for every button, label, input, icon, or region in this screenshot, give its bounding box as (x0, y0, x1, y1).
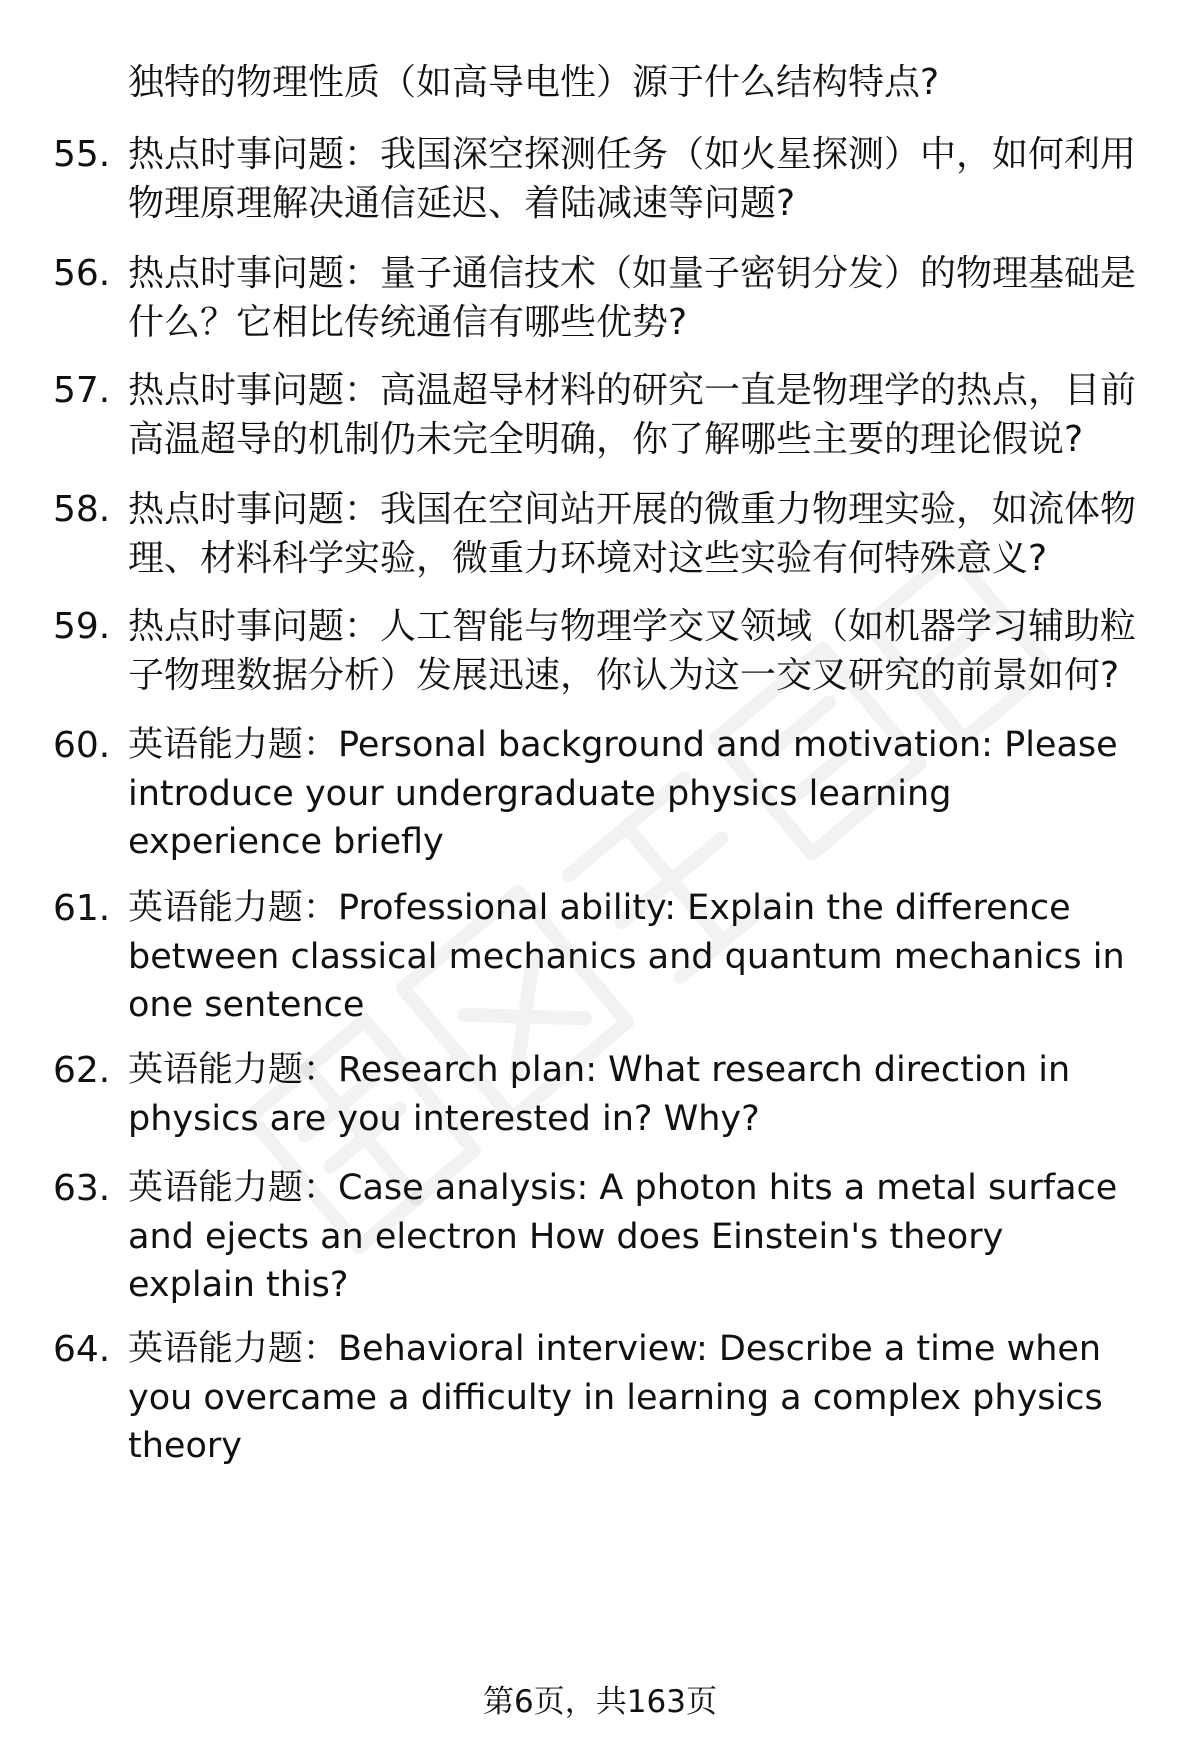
question-text: 英语能力题：Behavioral interview: Describe a time when you overcame a difficulty in learning a complex physics theory (128, 1329, 1103, 1466)
question-text: 热点时事问题：我国深空探测任务（如火星探测）中，如何利用物理原理解决通信延迟、着陆减速等问题? (128, 134, 1137, 224)
question-text: 热点时事问题：高温超导材料的研究一直是物理学的热点，目前高温超导的机制仍未完全明确，你了解哪些主要的理论假说? (128, 370, 1137, 460)
question-number: 59. (53, 606, 111, 647)
question-number: 64. (53, 1329, 111, 1370)
question-number: 63. (53, 1168, 111, 1209)
question-number: 55. (53, 134, 111, 175)
question-text: 英语能力题：Case analysis: A photon hits a metal surface and ejects an electron How does Einstein's theory explain this? (128, 1168, 1118, 1305)
question-number: 60. (53, 725, 111, 766)
question-number: 58. (53, 489, 111, 530)
question-text: 英语能力题：Professional ability: Explain the difference between classical mechanics and quantum mechanics in one sentence (128, 888, 1125, 1025)
question-text: 热点时事问题：人工智能与物理学交叉领域（如机器学习辅助粒子物理数据分析）发展迅速，你认为这一交叉研究的前景如何? (128, 606, 1137, 696)
question-number: 57. (53, 370, 111, 411)
question-number: 61. (53, 888, 111, 929)
question-text: 热点时事问题：量子通信技术（如量子密钥分发）的物理基础是什么？它相比传统通信有哪些优势? (128, 253, 1137, 343)
page-footer: 第6页，共163页 (483, 1684, 717, 1720)
question-text: 英语能力题：Research plan: What research direction in physics are you interested in? Why? (128, 1050, 1071, 1139)
question-number: 62. (53, 1050, 111, 1091)
question-number: 56. (53, 253, 111, 294)
question-text: 热点时事问题：我国在空间站开展的微重力物理实验，如流体物理、材料科学实验，微重力环境对这些实验有何特殊意义? (128, 489, 1137, 579)
question-text: 英语能力题：Personal background and motivation: Please introduce your undergraduate physics learning experience briefly (128, 725, 1118, 862)
continued-question-text: 独特的物理性质（如高导电性）源于什么结构特点? (128, 62, 940, 103)
